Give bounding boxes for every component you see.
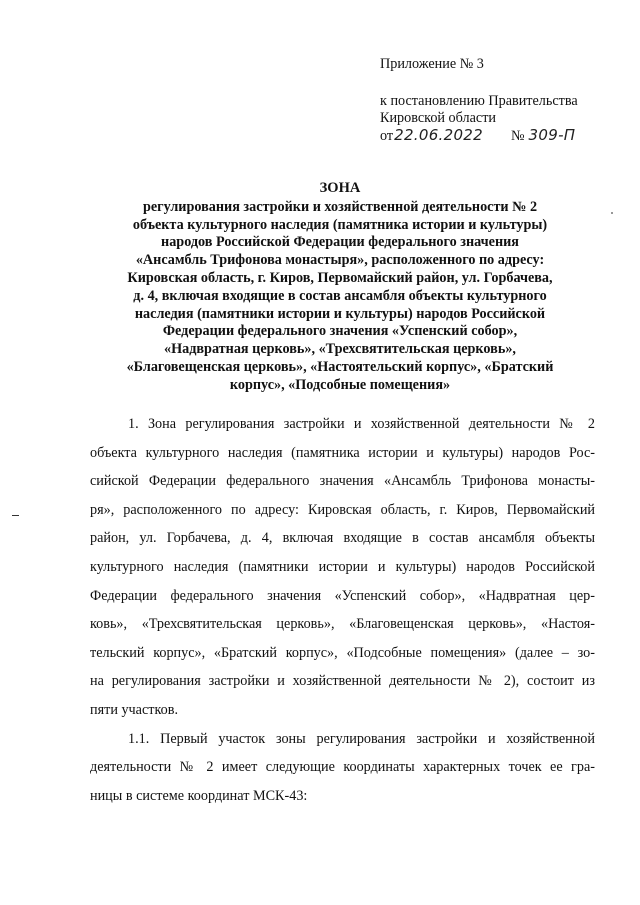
handwritten-date: 22.06.2022 — [394, 126, 483, 144]
text-line: район, ул. Горбачева, д. 4, включая входящие в состав ансамбля объекты — [90, 530, 595, 547]
title-line: объекта культурного наследия (памятника истории и культуры) — [132, 216, 548, 233]
margin-mark — [12, 515, 19, 516]
title-line: «Надвратная церковь», «Трехсвятительская церковь», — [164, 341, 516, 358]
text-line: Федерации федерального значения «Успенский собор», «Надвратная цер- — [90, 587, 595, 604]
text-line: на регулирования застройки и хозяйственной деятельности № 2), состоит из — [90, 673, 595, 690]
number-prefix: № — [511, 128, 525, 144]
title-line: Кировская область, г. Киров, Первомайский район, ул. Горбачева, — [127, 269, 553, 286]
title-line: регулирования застройки и хозяйственной деятельности № 2 — [142, 198, 538, 215]
text-line: ковь», «Трехсвятительская церковь», «Благовещенская церковь», «Настоя- — [90, 616, 595, 633]
title-line: «Ансамбль Трифонова монастыря», расположенного по адресу: — [135, 252, 545, 269]
text-line: 1. Зона регулирования застройки и хозяйственной деятельности № 2 — [128, 416, 595, 432]
paragraph-2 — [90, 725, 595, 811]
text-line: культурного наследия (памятники истории и культуры) народов Российской — [90, 558, 595, 575]
title-line: Федерации федерального значения «Успенский собор», — [162, 323, 518, 340]
resolution-reference-line-2: Кировской области — [380, 110, 496, 126]
text-line: пяти участков. — [90, 701, 178, 718]
title-line: народов Российской Федерации федерального значения — [161, 234, 519, 251]
title-line: наследия (памятники истории и культуры) народов Российской — [134, 305, 546, 322]
scan-speck — [611, 212, 613, 214]
title-line: корпус», «Подсобные помещения» — [229, 376, 451, 393]
text-line: 1.1. Первый участок зоны регулирования застройки и хозяйственной — [128, 730, 595, 747]
text-line: деятельности № 2 имеет следующие координаты характерных точек ее гра- — [90, 759, 595, 776]
date-number-line — [380, 127, 620, 145]
title-line: «Благовещенская церковь», «Настоятельский корпус», «Братский — [126, 358, 554, 375]
paragraph-1 — [90, 410, 595, 725]
resolution-reference-line-1: к постановлению Правительства — [380, 93, 578, 109]
title-heading: ЗОНА — [319, 180, 361, 196]
handwritten-number: 309-П — [528, 126, 576, 144]
appendix-header — [380, 56, 620, 145]
text-line: тельский корпус», «Братский корпус», «Подсобные помещения» (далее – зо- — [90, 644, 595, 661]
text-line: ря», расположенного по адресу: Кировская область, г. Киров, Первомайский — [90, 501, 595, 518]
document-title — [90, 180, 590, 395]
text-line: ницы в системе координат МСК-43: — [90, 787, 308, 804]
text-line: объекта культурного наследия (памятника истории и культуры) народов Рос- — [90, 444, 595, 461]
appendix-number: Приложение № 3 — [380, 56, 484, 72]
title-line: д. 4, включая входящие в состав ансамбля объекты культурного — [133, 287, 547, 304]
document-body — [90, 410, 595, 810]
date-prefix: от — [380, 128, 394, 144]
text-line: сийской Федерации федерального значения «Ансамбль Трифонова монасты- — [90, 473, 595, 490]
